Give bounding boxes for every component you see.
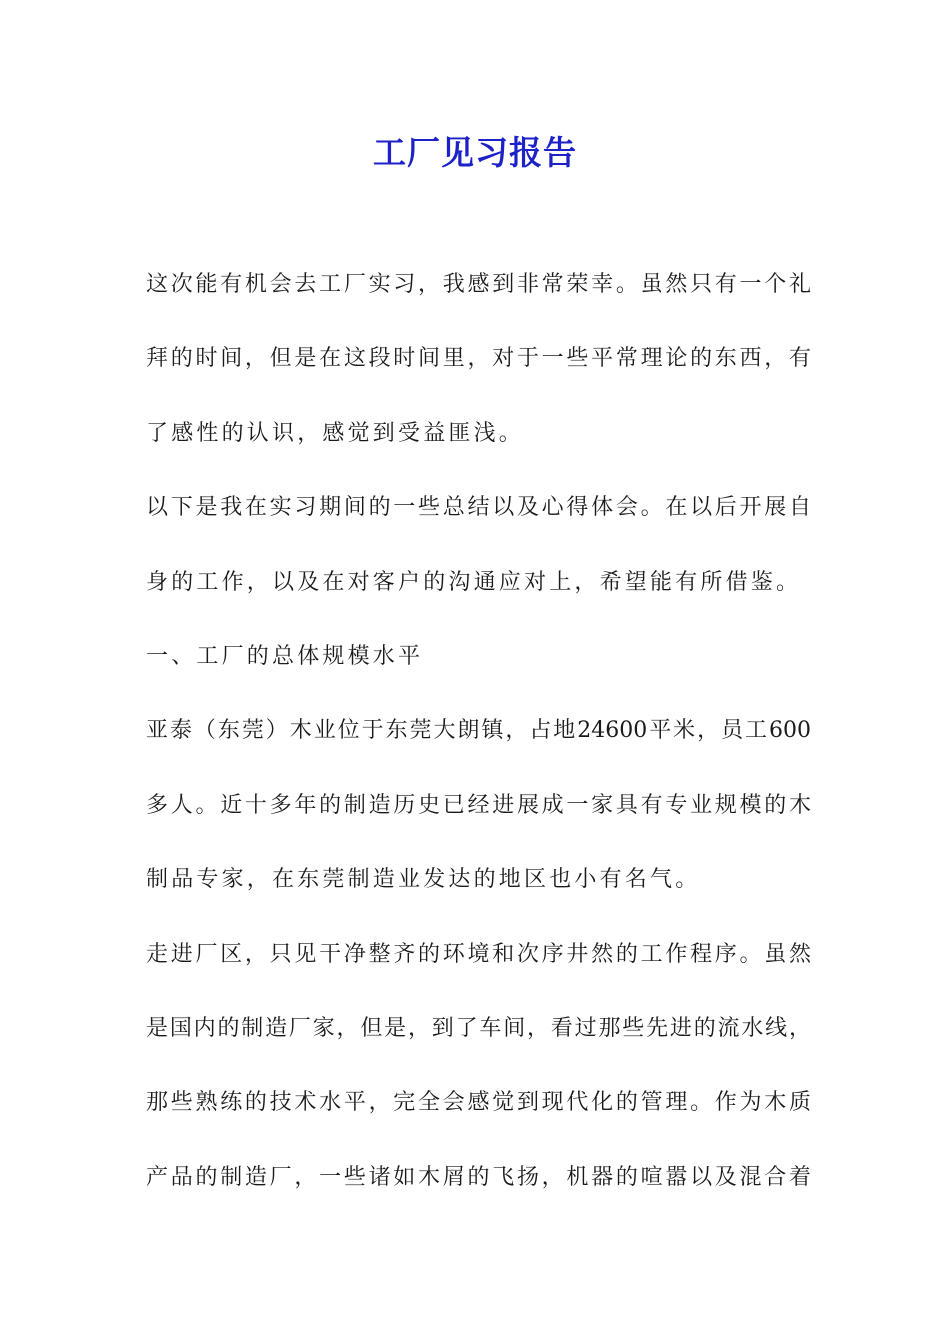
text-line: 亚泰（东莞）木业位于东莞大朗镇，占地24600平米，员工600 (146, 718, 811, 744)
text-line: 拜的时间，但是在这段时间里，对于一些平常理论的东西，有 (146, 346, 811, 372)
text-line: 走进厂区，只见干净整齐的环境和次序井然的工作程序。虽然 (146, 941, 811, 967)
text-line: 这次能有机会去工厂实习，我感到非常荣幸。虽然只有一个礼 (146, 272, 811, 297)
text-line: 了感性的认识，感觉到受益匪浅。 (146, 420, 525, 446)
text-line: 制品专家，在东莞制造业发达的地区也小有名气。 (146, 867, 701, 893)
document-title: 工厂见习报告 (373, 133, 577, 172)
text-line: 是国内的制造厂家，但是，到了车间，看过那些先进的流水线， (146, 1015, 811, 1041)
document-body (146, 260, 811, 1227)
text-line: 那些熟练的技术水平，完全会感觉到现代化的管理。作为木质 (146, 1090, 811, 1116)
text-line: 多人。近十多年的制造历史已经进展成一家具有专业规模的木 (146, 792, 811, 818)
section-heading: 一、工厂的总体规模水平 (146, 643, 424, 669)
text-line: 产品的制造厂，一些诸如木屑的飞扬，机器的喧嚣以及混合着 (146, 1164, 811, 1190)
text-line: 以下是我在实习期间的一些总结以及心得体会。在以后开展自 (146, 495, 811, 521)
text-line: 身的工作，以及在对客户的沟通应对上，希望能有所借鉴。 (146, 569, 802, 595)
